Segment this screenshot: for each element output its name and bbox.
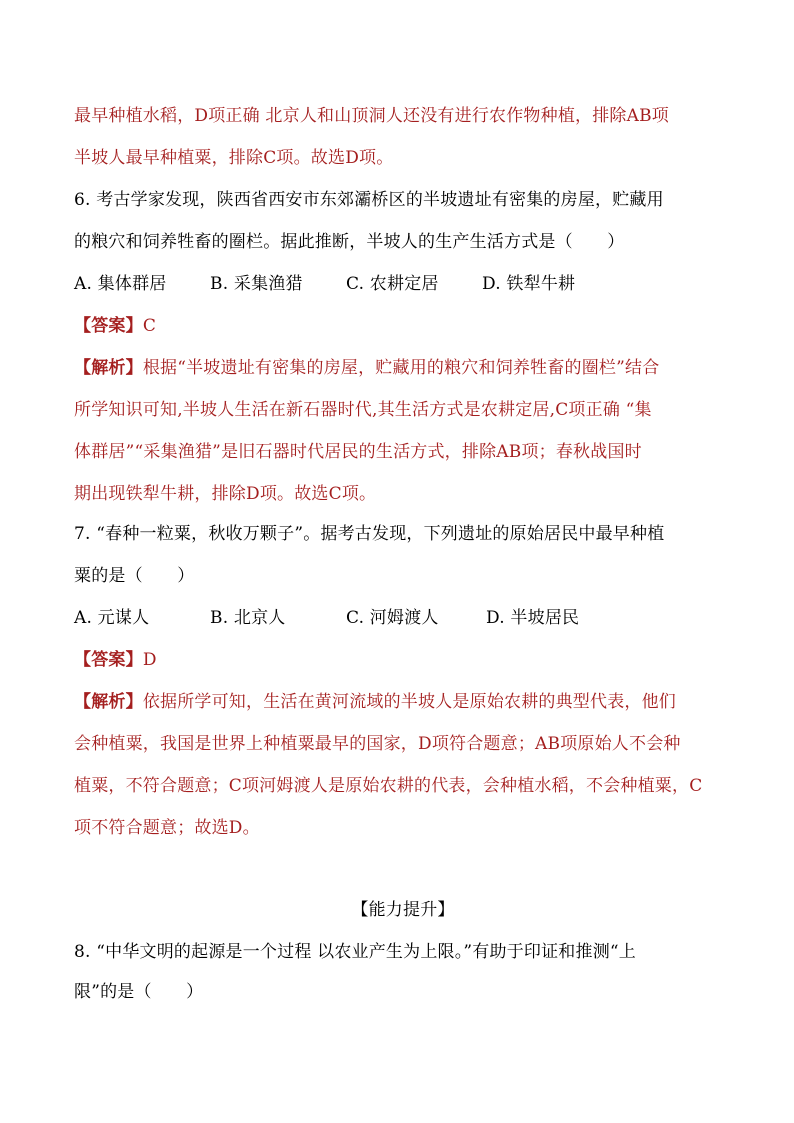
question-7-analysis-line-2: 会种植粟，我国是世界上种植粟最早的国家，D项符合题意；AB项原始人不会种 (74, 734, 681, 754)
question-7-analysis-line-1 (74, 690, 676, 714)
q6-option-b: B. 采集渔猎 (210, 274, 303, 294)
answer-label: 【答案】 (74, 650, 143, 670)
question-6-options (74, 272, 575, 296)
question-6-answer (74, 314, 156, 338)
answer-value: D (142, 650, 157, 670)
question-7-stem-line-1: 7. “春种一粒粟，秋收万颗子”。据考古发现，下列遗址的原始居民中最早种植 (74, 524, 665, 544)
question-6-stem-line-1: 6. 考古学家发现，陕西省西安市东郊灞桥区的半坡遗址有密集的房屋，贮藏用 (74, 190, 664, 210)
prev-analysis-line-1: 最早种植水稻，D项正确 北京人和山顶洞人还没有进行农作物种植，排除AB项 (74, 106, 670, 126)
q6-option-c: C. 农耕定居 (346, 274, 439, 294)
q6-option-a: A. 集体群居 (74, 274, 167, 294)
question-6-analysis-line-4: 期出现铁犁牛耕，排除D项。故选C项。 (74, 484, 377, 504)
q7-option-a: A. 元谋人 (74, 608, 150, 628)
question-7-analysis-line-4: 项不符合题意；故选D。 (74, 818, 260, 838)
section-title: 【能力提升】 (351, 900, 455, 920)
prev-analysis-line-2: 半坡人最早种植粟，排除C项。故选D项。 (74, 148, 394, 168)
answer-value: C (142, 316, 157, 336)
section-heading (0, 898, 794, 922)
question-7-options (74, 606, 579, 630)
question-7-answer (74, 648, 157, 672)
q7-option-b: B. 北京人 (210, 608, 286, 628)
question-6-analysis-line-3: 体群居”“采集渔猎”是旧石器时代居民的生活方式，排除AB项；春秋战国时 (74, 442, 642, 462)
q7-option-d: D. 半坡居民 (486, 608, 580, 628)
question-7-analysis-line-3: 植粟，不符合题意；C项河姆渡人是原始农耕的代表，会种植水稻，不会种植粟，C (74, 776, 703, 796)
q6-option-d: D. 铁犁牛耕 (482, 274, 576, 294)
question-6-stem-line-2: 的粮穴和饲养牲畜的圈栏。据此推断，半坡人的生产生活方式是（ ） (74, 232, 625, 252)
answer-label: 【答案】 (74, 316, 143, 336)
question-6-analysis-line-1 (74, 356, 659, 380)
q7-option-c: C. 河姆渡人 (346, 608, 439, 628)
question-6-analysis-line-2: 所学知识可知,半坡人生活在新石器时代,其生活方式是农耕定居,C项正确 “集 (74, 400, 652, 420)
analysis-text: 依据所学可知，生活在黄河流域的半坡人是原始农耕的典型代表，他们 (142, 692, 677, 712)
analysis-text: 根据“半坡遗址有密集的房屋，贮藏用的粮穴和饲养牲畜的圈栏”结合 (142, 358, 660, 378)
analysis-label: 【解析】 (74, 358, 143, 378)
question-7-stem-line-2: 粟的是（ ） (74, 566, 195, 586)
question-8-stem-line-1: 8. “中华文明的起源是一个过程 以农业产生为上限。”有助于印证和推测“上 (74, 942, 636, 962)
question-8-stem-line-2: 限”的是（ ） (74, 982, 204, 1002)
analysis-label: 【解析】 (74, 692, 143, 712)
